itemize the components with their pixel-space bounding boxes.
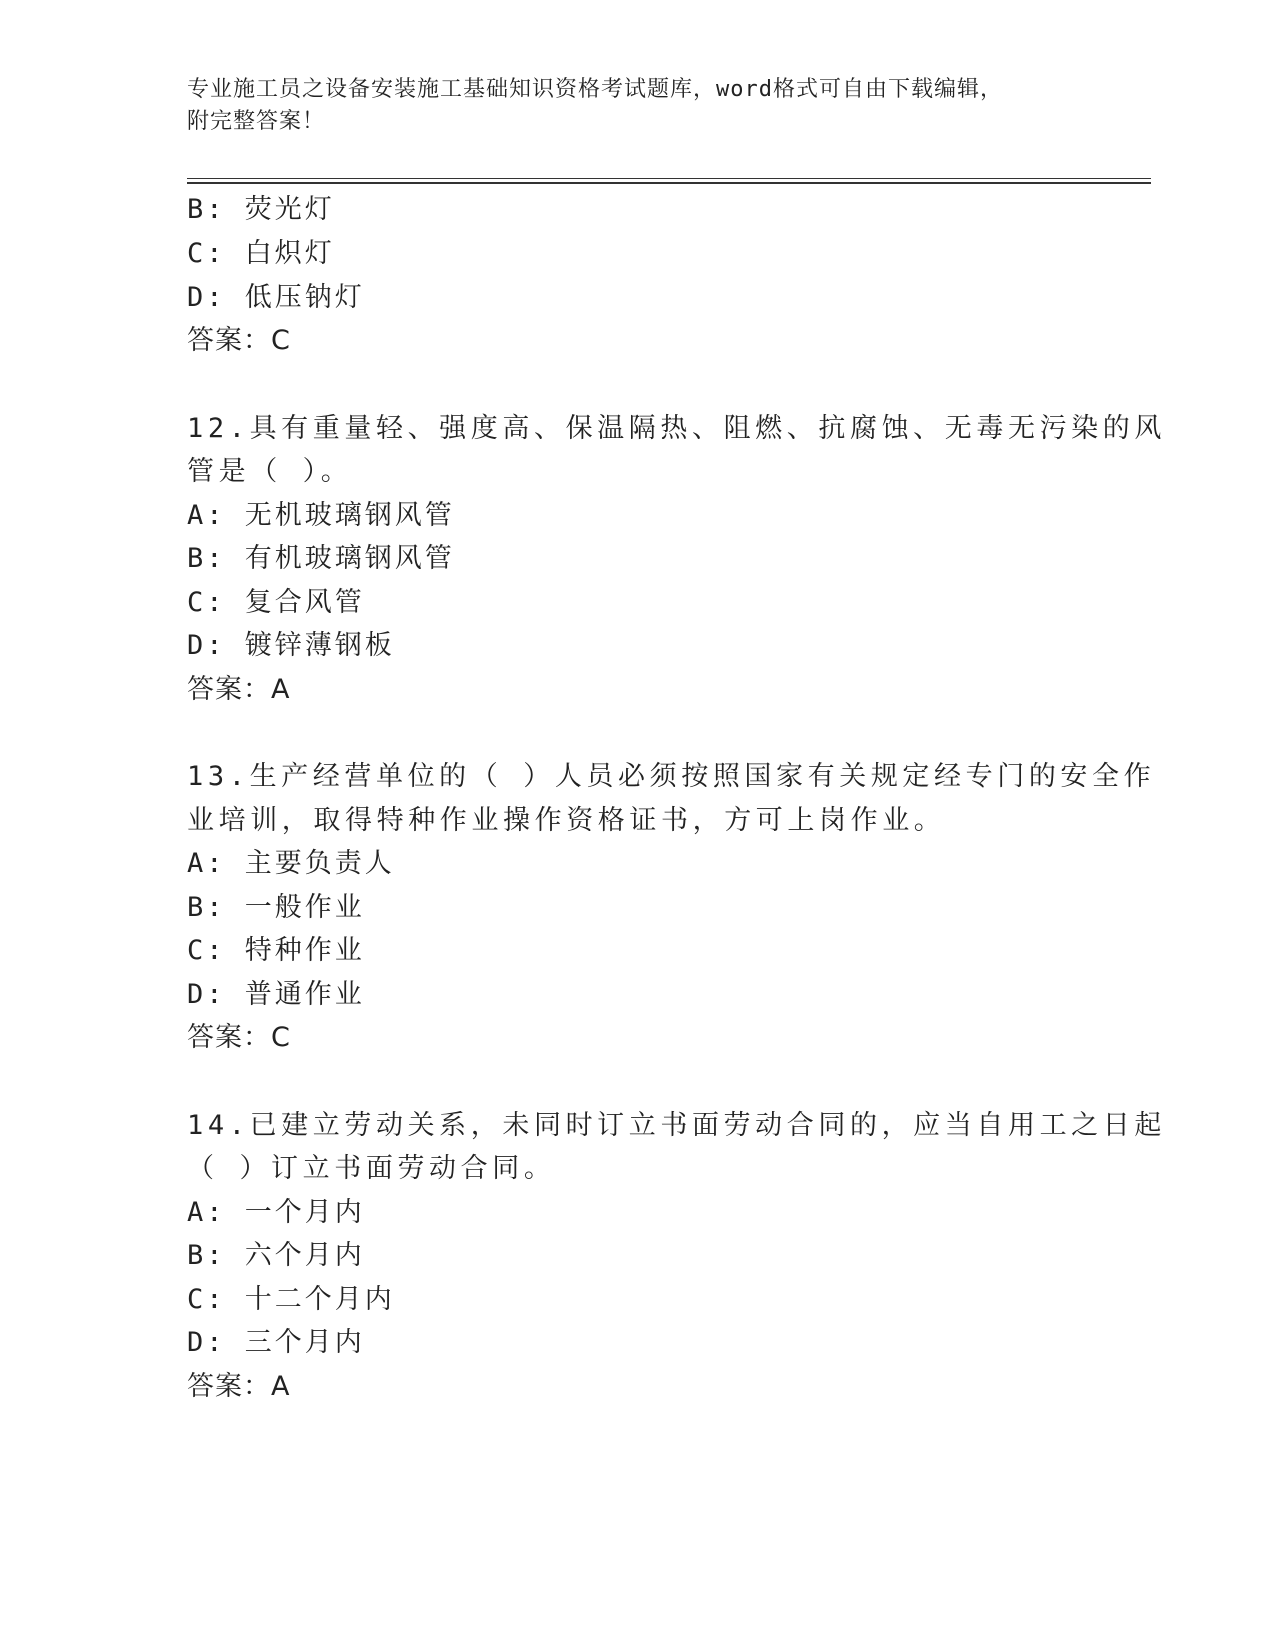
header-divider-thick [187,182,1151,184]
q13-option-a: A: 主要负责人 [187,848,395,879]
q14-option-c: C: 十二个月内 [187,1284,395,1315]
q14-option-b: B: 六个月内 [187,1240,365,1271]
q13-option-b: B: 一般作业 [187,892,365,923]
header-divider-thin [187,178,1151,179]
q13-text-line-2: 业培训，取得特种作业操作资格证书，方可上岗作业。 [187,805,946,836]
q13-option-d: D: 普通作业 [187,979,365,1010]
q13-text-line-1: 13.生产经营单位的（ ）人员必须按照国家有关规定经专门的安全作 [187,761,1156,792]
q12-option-b: B: 有机玻璃钢风管 [187,543,455,574]
q11-option-c: C: 白炽灯 [187,238,335,269]
q14-answer: 答案：A [187,1371,291,1402]
q11-answer: 答案：C [187,325,291,356]
q13-answer: 答案：C [187,1022,291,1053]
q12-option-d: D: 镀锌薄钢板 [187,630,395,661]
header-line-1: 专业施工员之设备安装施工基础知识资格考试题库，word格式可自由下载编辑， [187,77,1003,102]
header-line-2: 附完整答案！ [187,109,326,134]
q14-option-d: D: 三个月内 [187,1327,365,1358]
q12-option-c: C: 复合风管 [187,587,365,618]
q12-option-a: A: 无机玻璃钢风管 [187,500,455,531]
q13-option-c: C: 特种作业 [187,935,365,966]
q14-text-line-1: 14.已建立劳动关系，未同时订立书面劳动合同的，应当自用工之日起 [187,1110,1166,1141]
q12-text-line-1: 12.具有重量轻、强度高、保温隔热、阻燃、抗腐蚀、无毒无污染的风 [187,413,1166,444]
q11-option-d: D: 低压钠灯 [187,282,365,313]
q12-text-line-2: 管是（ ）。 [187,456,353,487]
document-header [187,74,1087,138]
q12-answer: 答案：A [187,674,291,705]
q14-option-a: A: 一个月内 [187,1197,365,1228]
q11-option-b: B: 荧光灯 [187,194,335,225]
q14-text-line-2: （ ）订立书面劳动合同。 [187,1153,556,1184]
